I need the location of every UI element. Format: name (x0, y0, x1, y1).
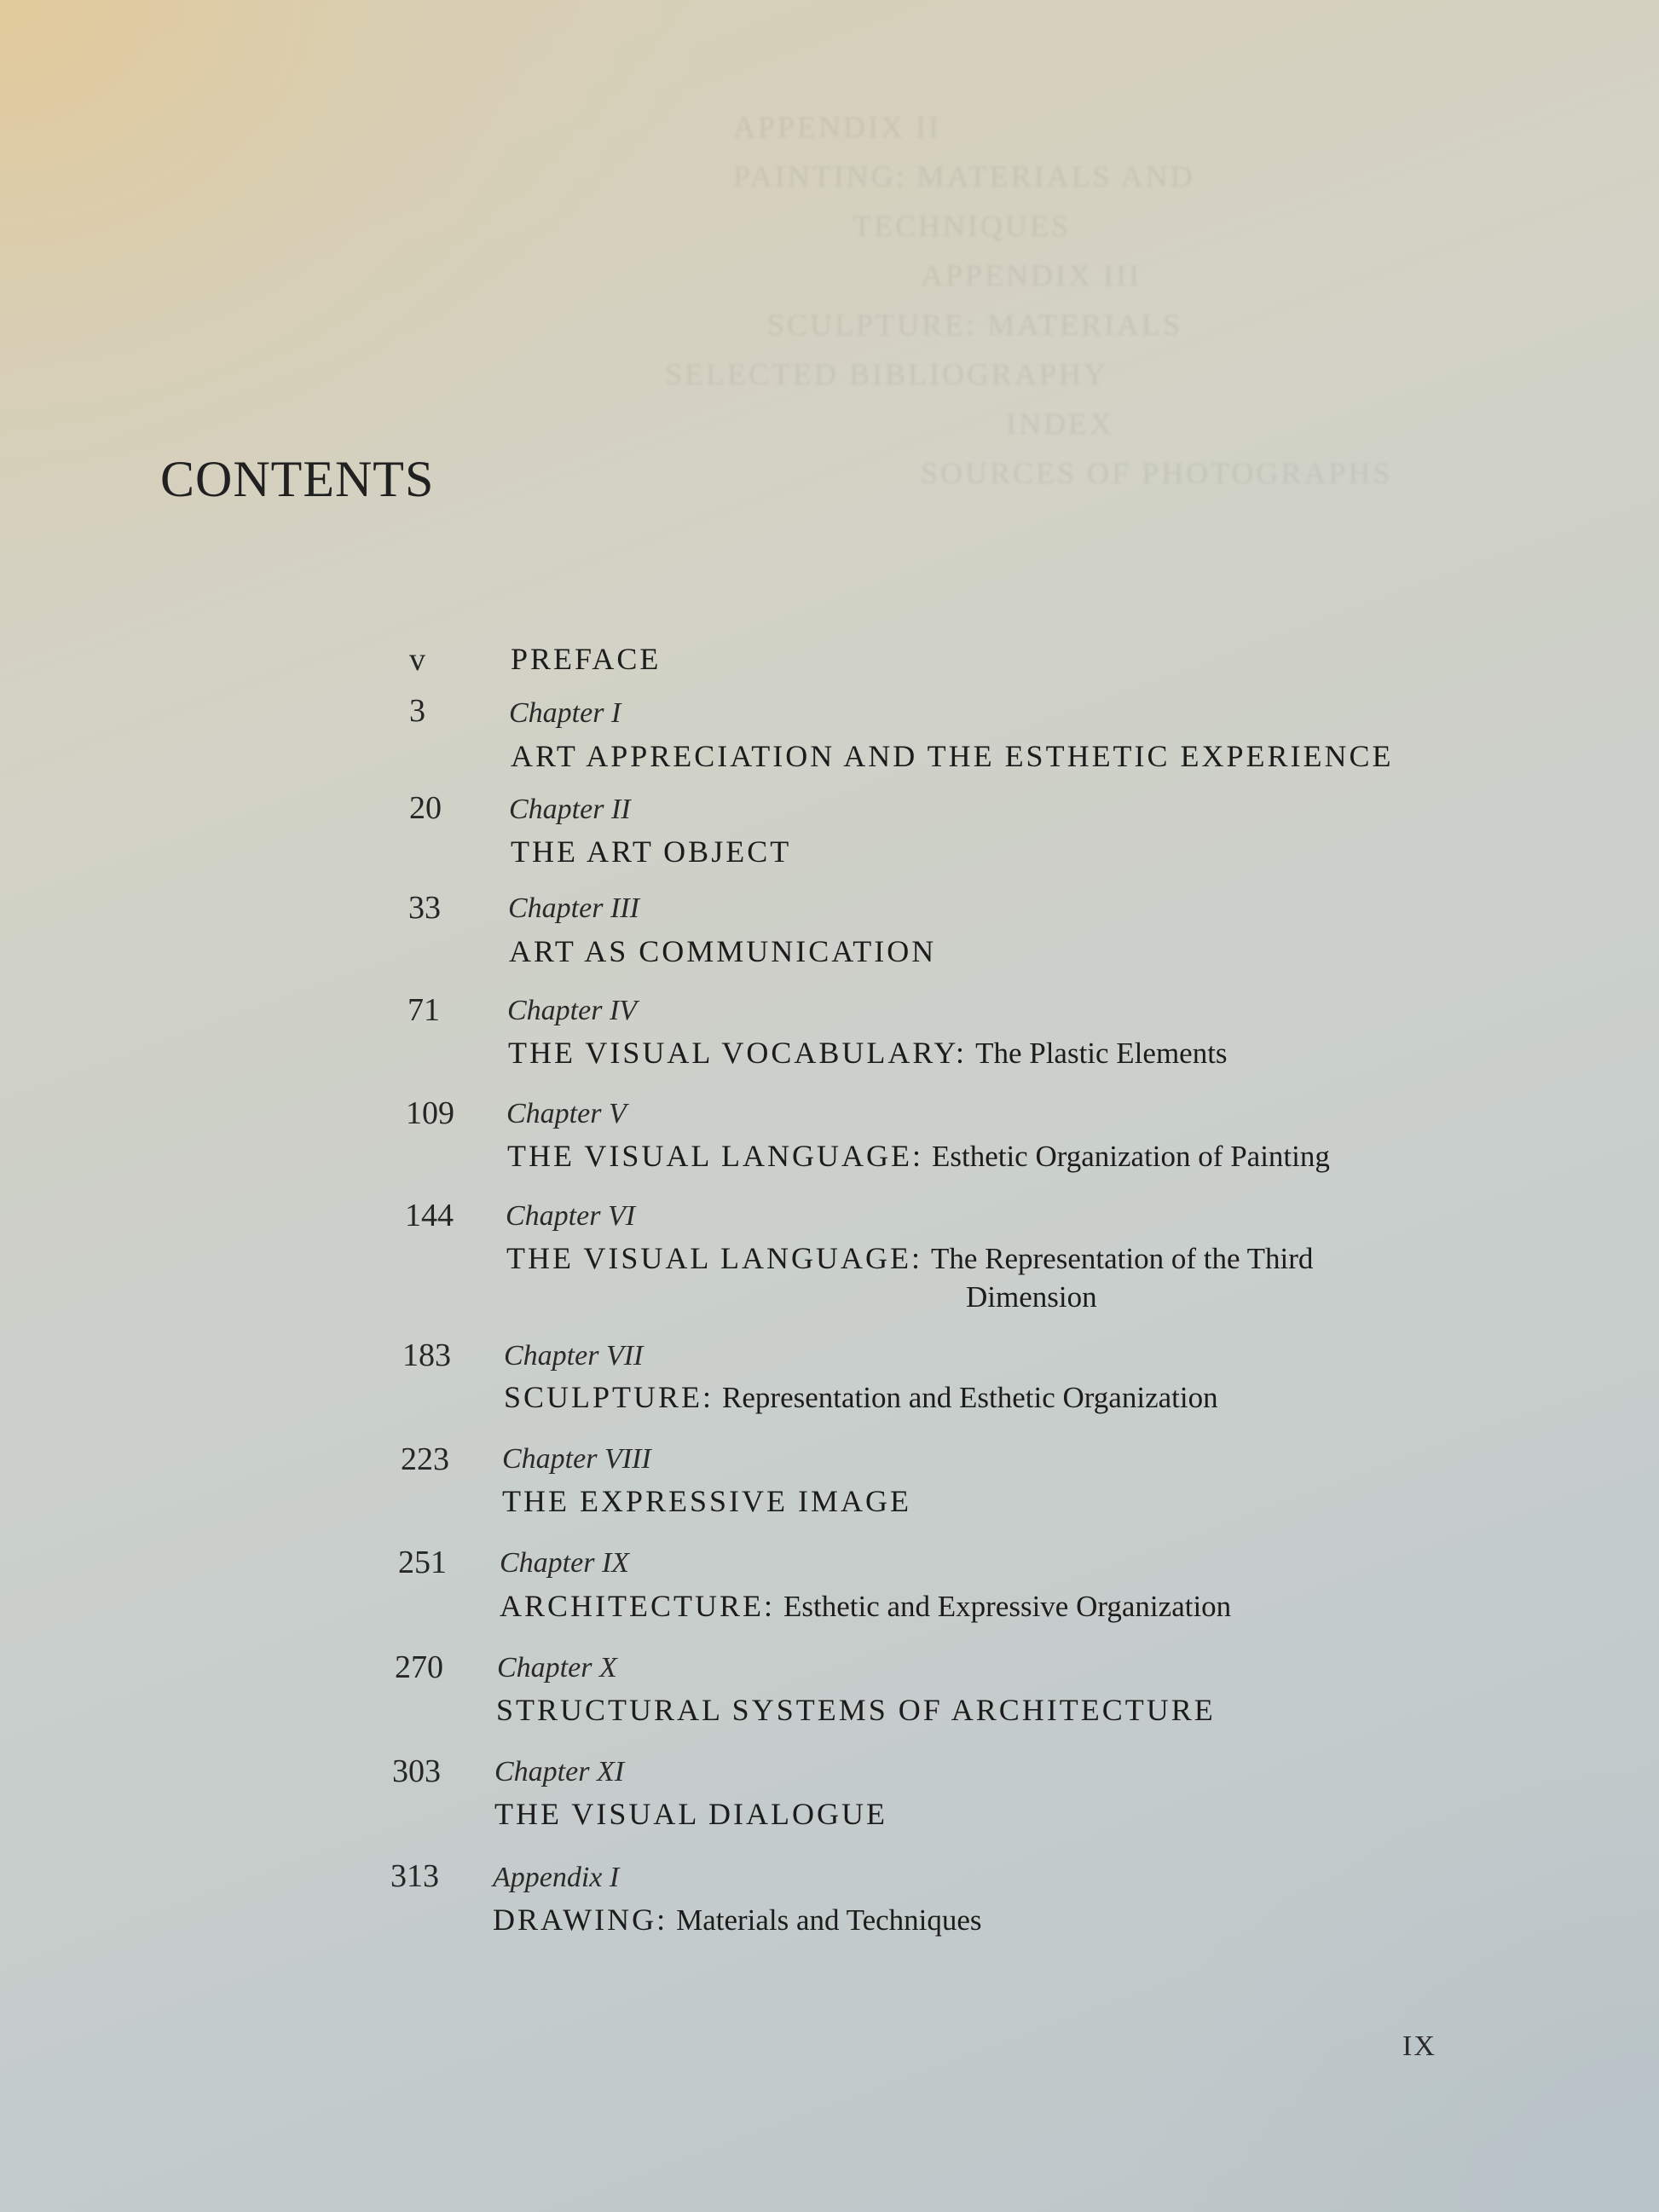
page-number: 223 (401, 1441, 449, 1477)
chapter-label: Appendix I (493, 1862, 620, 1893)
entry-subtitle: Esthetic and Expressive Organization (783, 1590, 1232, 1623)
ghost-line: PAINTING: MATERIALS AND (733, 159, 1195, 193)
title-main: SCULPTURE: (504, 1380, 714, 1414)
page-number: 183 (402, 1337, 451, 1373)
entry-title: THE EXPRESSIVE IMAGE (502, 1484, 911, 1518)
entry-title (507, 1138, 1330, 1174)
page-number: 20 (409, 790, 442, 826)
chapter-label: Chapter I (509, 697, 621, 729)
ghost-line: APPENDIX III (921, 258, 1142, 292)
entry-title: ART AS COMMUNICATION (509, 934, 937, 968)
ghost-line: INDEX (1006, 407, 1114, 441)
entry-title: THE VISUAL DIALOGUE (494, 1797, 887, 1831)
ghost-line: SELECTED BIBLIOGRAPHY (665, 357, 1108, 391)
entry-subtitle: Materials and Techniques (676, 1903, 982, 1937)
entry-title (506, 1240, 1313, 1276)
page-number: 109 (406, 1095, 454, 1131)
chapter-label: Chapter VI (506, 1200, 636, 1232)
ghost-line: TECHNIQUES (853, 209, 1071, 243)
page-number: 144 (405, 1198, 454, 1233)
chapter-label: Chapter VII (504, 1340, 644, 1372)
title-main: THE VISUAL VOCABULARY: (508, 1036, 968, 1070)
title-main: THE VISUAL LANGUAGE: (507, 1139, 923, 1173)
entry-subtitle: The Plastic Elements (975, 1037, 1228, 1070)
page-number: 33 (408, 890, 441, 926)
chapter-label: Chapter III (508, 892, 639, 924)
entry-title (500, 1588, 1231, 1624)
page-title: CONTENTS (160, 451, 435, 507)
chapter-label: Chapter XI (494, 1756, 625, 1788)
entry-title: THE ART OBJECT (511, 835, 792, 869)
entry-title (508, 1035, 1228, 1071)
title-main: ARCHITECTURE: (500, 1589, 775, 1623)
entry-title (493, 1902, 982, 1938)
page-number: 303 (392, 1753, 441, 1789)
page-number: 71 (408, 992, 440, 1028)
chapter-label: Chapter II (509, 794, 631, 825)
title-main: DRAWING: (493, 1903, 668, 1937)
entry-title: ART APPRECIATION AND THE ESTHETIC EXPERIENCE (511, 739, 1394, 773)
page-folio: IX (1402, 2030, 1436, 2062)
chapter-label: Chapter V (506, 1098, 627, 1129)
entry-subtitle: The Representation of the Third (930, 1242, 1314, 1275)
ghost-line: SOURCES OF PHOTOGRAPHS (921, 456, 1393, 490)
ghost-line: APPENDIX II (733, 110, 941, 144)
chapter-label: Chapter IX (500, 1547, 630, 1579)
entry-title: PREFACE (511, 642, 662, 676)
page-number: 313 (390, 1858, 439, 1894)
ghost-line: SCULPTURE: MATERIALS (767, 308, 1183, 342)
page-number: 3 (409, 693, 425, 729)
chapter-label: Chapter VIII (502, 1443, 651, 1475)
entry-subtitle-continued: Dimension (966, 1280, 1097, 1314)
title-main: THE VISUAL LANGUAGE: (506, 1241, 922, 1275)
chapter-label: Chapter X (497, 1652, 617, 1684)
entry-subtitle: Representation and Esthetic Organization (722, 1381, 1218, 1414)
entry-title (504, 1379, 1218, 1415)
chapter-label: Chapter IV (507, 995, 638, 1026)
entry-subtitle: Esthetic Organization of Painting (931, 1140, 1330, 1173)
page-number: v (409, 642, 425, 678)
entry-title: STRUCTURAL SYSTEMS OF ARCHITECTURE (496, 1693, 1216, 1727)
page-number: 251 (398, 1545, 447, 1580)
page-number: 270 (395, 1649, 443, 1685)
